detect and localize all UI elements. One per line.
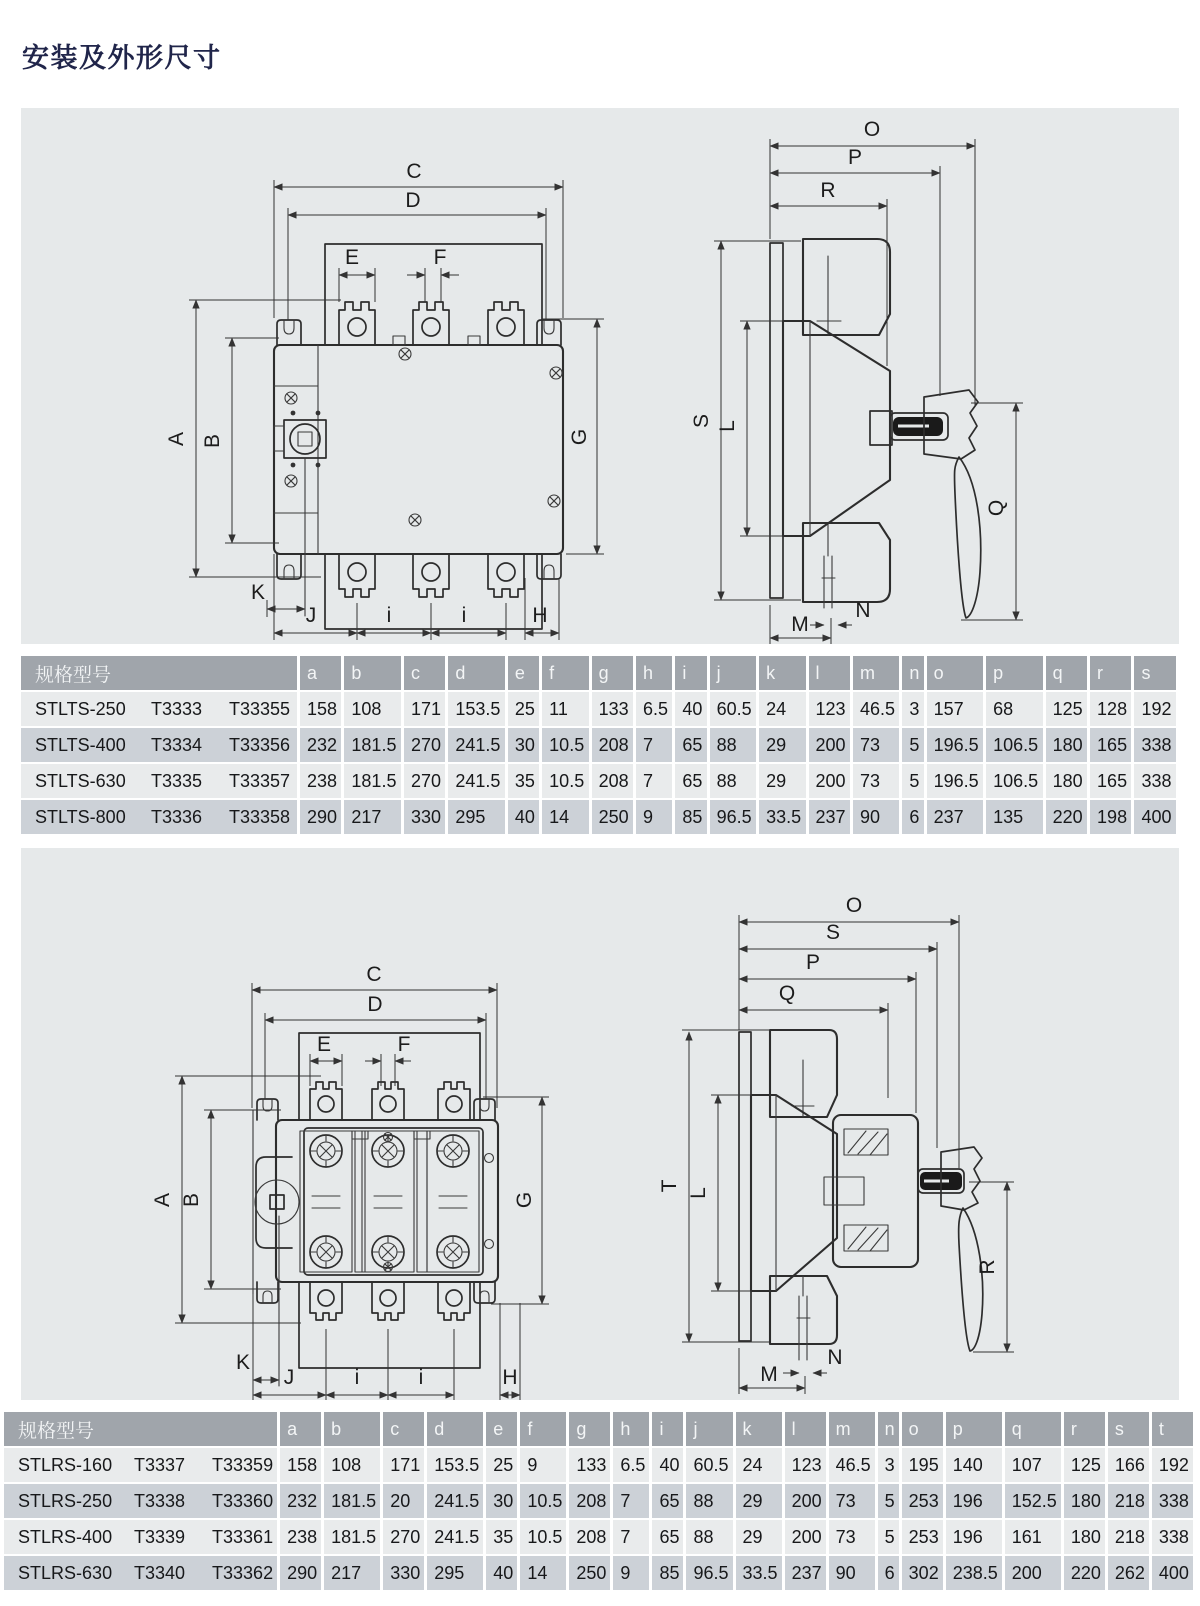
model-name: STLRS-160 [18,1454,113,1475]
dim-value-cell: 270 [404,726,448,762]
dim-value-cell: 88 [710,762,759,798]
dim-value-cell: 181.5 [344,762,404,798]
dim-value-cell: 128 [1090,690,1134,726]
dim-value-cell: 9 [613,1554,652,1590]
dim-value-cell: 9 [520,1446,569,1482]
table-row [4,1518,1196,1554]
dim-value-cell: 24 [736,1446,785,1482]
catalog-page [0,36,1200,1606]
table-row [4,1482,1196,1518]
model-name: STLTS-630 [35,770,126,791]
dim-value-cell: 3 [902,690,926,726]
dim-label-n: N [855,599,871,622]
dim-value-cell: 20 [383,1482,427,1518]
dim-value-cell: 181.5 [344,726,404,762]
dim-header-i: i [675,656,709,690]
dim-header-f: f [542,656,591,690]
dim-value-cell: 295 [427,1554,486,1590]
dim-label-f: F [397,1033,411,1056]
table-header-row [4,1412,1196,1446]
dim-header-j: j [686,1412,735,1446]
type-code: T33356 [229,734,291,755]
dim-label-i1: i [354,1366,360,1389]
dim-value-cell: 200 [1005,1554,1064,1590]
type-code: T3338 [134,1490,186,1511]
dim-label-b: B [201,433,224,449]
dim-header-m: m [829,1412,878,1446]
dim-value-cell: 60.5 [686,1446,735,1482]
dim-value-cell: 96.5 [710,798,759,834]
dim-label-s: S [825,921,841,944]
dim-value-cell: 106.5 [986,726,1046,762]
dim-value-cell: 40 [508,798,542,834]
dim-value-cell: 7 [636,726,675,762]
dim-label-f: F [433,246,447,269]
dim-value-cell: 73 [853,726,902,762]
spec-model-header: 规格型号 [21,656,300,690]
dim-label-r: R [820,179,836,202]
dim-value-cell: 270 [383,1518,427,1554]
dim-value-cell: 106.5 [986,762,1046,798]
dim-value-cell: 400 [1152,1554,1196,1590]
dim-header-d: d [427,1412,486,1446]
dim-value-cell: 46.5 [853,690,902,726]
dim-label-k: K [235,1351,251,1374]
dim-value-cell: 6.5 [613,1446,652,1482]
dim-value-cell: 85 [675,798,709,834]
model-name: STLTS-400 [35,734,126,755]
dim-value-cell: 108 [324,1446,383,1482]
dim-value-cell: 196.5 [927,726,987,762]
stlrs-side-view [739,1030,983,1360]
type-code: T3340 [134,1562,186,1583]
dim-value-cell: 338 [1134,762,1179,798]
dim-value-cell: 5 [902,726,926,762]
dim-header-t: t [1152,1412,1196,1446]
model-name: STLTS-250 [35,698,126,719]
dim-header-h: h [636,656,675,690]
dim-label-o: O [845,894,863,917]
type-code: T3336 [151,806,203,827]
dim-value-cell: 29 [736,1482,785,1518]
dim-value-cell: 9 [636,798,675,834]
dim-value-cell: 40 [486,1554,520,1590]
dim-header-a: a [280,1412,324,1446]
dim-value-cell: 40 [675,690,709,726]
dim-header-g: g [569,1412,613,1446]
dim-value-cell: 133 [569,1446,613,1482]
dim-value-cell: 330 [404,798,448,834]
dim-header-n: n [878,1412,902,1446]
dim-header-n: n [902,656,926,690]
dim-label-t: T [658,1179,681,1193]
dim-value-cell: 180 [1046,726,1090,762]
dim-value-cell: 232 [300,726,344,762]
dim-value-cell: 208 [592,762,636,798]
dim-value-cell: 253 [902,1518,946,1554]
stlrs-front-dimensions [151,963,549,1400]
dim-label-l: L [716,420,739,432]
dim-header-e: e [486,1412,520,1446]
dim-value-cell: 5 [902,762,926,798]
dim-value-cell: 96.5 [686,1554,735,1590]
model-cell [4,1518,280,1554]
dim-value-cell: 181.5 [324,1482,383,1518]
dim-value-cell: 73 [829,1482,878,1518]
type-code: T33355 [229,698,291,719]
dim-header-l: l [809,656,853,690]
dim-value-cell: 29 [736,1518,785,1554]
dim-value-cell: 200 [809,726,853,762]
dim-value-cell: 200 [785,1482,829,1518]
dim-header-c: c [383,1412,427,1446]
dim-value-cell: 7 [613,1482,652,1518]
dim-value-cell: 6 [878,1554,902,1590]
dim-value-cell: 46.5 [829,1446,878,1482]
dim-value-cell: 35 [486,1518,520,1554]
dim-value-cell: 30 [508,726,542,762]
dim-label-d: D [405,189,421,212]
dim-value-cell: 24 [759,690,808,726]
dim-label-i1: i [386,604,392,627]
dim-label-c: C [366,963,382,986]
dim-value-cell: 237 [809,798,853,834]
dim-label-i2: i [461,604,467,627]
dim-header-i: i [652,1412,686,1446]
dim-label-b: B [180,1192,203,1208]
dim-label-m: M [760,1363,778,1386]
dim-header-d: d [448,656,508,690]
model-name: STLRS-630 [18,1562,113,1583]
dim-value-cell: 290 [300,798,344,834]
dim-value-cell: 7 [636,762,675,798]
spec-model-header: 规格型号 [4,1412,280,1446]
dim-value-cell: 123 [785,1446,829,1482]
dim-label-e: E [316,1033,332,1056]
dim-value-cell: 270 [404,762,448,798]
type-code: T33357 [229,770,291,791]
dim-header-c: c [404,656,448,690]
stlrs-dimension-table [4,1412,1196,1590]
dim-value-cell: 262 [1108,1554,1152,1590]
model-name: STLTS-800 [35,806,126,827]
model-cell [21,762,300,798]
model-name: STLRS-400 [18,1526,113,1547]
dim-value-cell: 125 [1064,1446,1108,1482]
table-row [21,690,1179,726]
dim-label-q: Q [985,499,1008,517]
dim-value-cell: 208 [569,1518,613,1554]
dim-value-cell: 10.5 [542,762,591,798]
dim-value-cell: 208 [592,726,636,762]
type-code: T33360 [212,1490,274,1511]
dim-header-a: a [300,656,344,690]
dim-value-cell: 65 [675,762,709,798]
dim-header-e: e [508,656,542,690]
type-code: T3333 [151,698,203,719]
model-cell [4,1446,280,1482]
dim-value-cell: 29 [759,726,808,762]
dim-value-cell: 295 [448,798,508,834]
dim-header-m: m [853,656,902,690]
dim-header-f: f [520,1412,569,1446]
dim-value-cell: 10.5 [520,1518,569,1554]
dim-value-cell: 196 [946,1518,1005,1554]
dim-value-cell: 290 [280,1554,324,1590]
dim-value-cell: 60.5 [710,690,759,726]
stlrs-front-view [253,1033,498,1386]
dim-header-s: s [1134,656,1179,690]
dim-value-cell: 10.5 [520,1482,569,1518]
dim-value-cell: 208 [569,1482,613,1518]
dim-value-cell: 14 [542,798,591,834]
dim-value-cell: 7 [613,1518,652,1554]
dim-label-k: K [250,581,266,604]
type-code: T33358 [229,806,291,827]
dim-value-cell: 196 [946,1482,1005,1518]
dim-header-p: p [946,1412,1005,1446]
dim-value-cell: 220 [1046,798,1090,834]
dim-label-l: L [687,1187,710,1199]
dim-value-cell: 218 [1108,1518,1152,1554]
dim-value-cell: 218 [1108,1482,1152,1518]
stlts-side-view [770,239,981,618]
dim-label-p: P [847,146,863,169]
dim-value-cell: 238 [280,1518,324,1554]
dim-value-cell: 35 [508,762,542,798]
dim-value-cell: 302 [902,1554,946,1590]
dim-label-q: Q [778,982,796,1005]
dim-value-cell: 158 [280,1446,324,1482]
type-code: T3339 [134,1526,186,1547]
dim-header-h: h [613,1412,652,1446]
dim-value-cell: 237 [927,798,987,834]
dim-value-cell: 241.5 [448,726,508,762]
dim-label-i2: i [418,1366,424,1389]
dim-value-cell: 6 [902,798,926,834]
dim-value-cell: 157 [927,690,987,726]
dim-value-cell: 25 [508,690,542,726]
dim-value-cell: 238 [300,762,344,798]
dim-value-cell: 135 [986,798,1046,834]
dim-label-g: G [513,1191,536,1209]
dim-value-cell: 68 [986,690,1046,726]
stlts-side-dimensions [690,118,1023,644]
dim-label-g: G [568,428,591,446]
dim-header-r: r [1064,1412,1108,1446]
dim-value-cell: 241.5 [427,1482,486,1518]
type-code: T33359 [212,1454,274,1475]
dim-value-cell: 73 [853,762,902,798]
dim-label-d: D [367,993,383,1016]
dim-label-e: E [344,246,360,269]
dim-header-b: b [324,1412,383,1446]
dim-value-cell: 180 [1046,762,1090,798]
dim-label-c: C [406,160,422,183]
table-row [21,762,1179,798]
dim-value-cell: 29 [759,762,808,798]
dim-value-cell: 152.5 [1005,1482,1064,1518]
dim-value-cell: 133 [592,690,636,726]
dim-value-cell: 250 [592,798,636,834]
table-row [4,1554,1196,1590]
dim-value-cell: 88 [686,1482,735,1518]
stlrs-drawing-panel [21,848,1179,1400]
dim-header-k: k [736,1412,785,1446]
dim-value-cell: 330 [383,1554,427,1590]
model-cell [21,690,300,726]
dim-header-j: j [710,656,759,690]
type-code: T33361 [212,1526,274,1547]
dim-value-cell: 5 [878,1482,902,1518]
dim-value-cell: 14 [520,1554,569,1590]
type-code: T3335 [151,770,203,791]
dim-value-cell: 237 [785,1554,829,1590]
dim-value-cell: 232 [280,1482,324,1518]
dim-value-cell: 400 [1134,798,1179,834]
dim-header-p: p [986,656,1046,690]
dim-value-cell: 241.5 [427,1518,486,1554]
dim-value-cell: 220 [1064,1554,1108,1590]
model-cell [21,726,300,762]
model-name: STLRS-250 [18,1490,113,1511]
dim-header-l: l [785,1412,829,1446]
dim-value-cell: 158 [300,690,344,726]
dim-value-cell: 33.5 [736,1554,785,1590]
dim-header-q: q [1046,656,1090,690]
dim-header-g: g [592,656,636,690]
dim-header-k: k [759,656,808,690]
dim-value-cell: 65 [652,1482,686,1518]
page-title: 安装及外形尺寸 [22,43,222,73]
table-header-row [21,656,1179,690]
dim-value-cell: 165 [1090,762,1134,798]
dim-value-cell: 192 [1152,1446,1196,1482]
dim-value-cell: 108 [344,690,404,726]
dim-value-cell: 3 [878,1446,902,1482]
stlts-dimension-drawing [21,108,1179,644]
stlts-front-view [274,244,563,629]
dim-header-q: q [1005,1412,1064,1446]
dim-value-cell: 161 [1005,1518,1064,1554]
dim-value-cell: 200 [809,762,853,798]
dim-value-cell: 180 [1064,1482,1108,1518]
dim-label-h: H [532,604,548,627]
dim-value-cell: 253 [902,1482,946,1518]
dim-value-cell: 171 [404,690,448,726]
dim-label-j: J [305,604,317,627]
dim-value-cell: 180 [1064,1518,1108,1554]
type-code: T3337 [134,1454,186,1475]
dim-label-j: J [283,1366,295,1389]
dim-value-cell: 198 [1090,798,1134,834]
dim-label-h: H [502,1366,518,1389]
dim-label-p: P [805,951,821,974]
dim-value-cell: 171 [383,1446,427,1482]
dim-value-cell: 153.5 [427,1446,486,1482]
dim-label-a: A [151,1192,174,1208]
dim-value-cell: 241.5 [448,762,508,798]
dim-value-cell: 192 [1134,690,1179,726]
table-row [21,798,1179,834]
stlts-front-dimensions [165,160,604,640]
dim-value-cell: 338 [1152,1482,1196,1518]
dim-value-cell: 165 [1090,726,1134,762]
dim-header-r: r [1090,656,1134,690]
table-row [4,1446,1196,1482]
dim-value-cell: 196.5 [927,762,987,798]
dim-value-cell: 11 [542,690,591,726]
stlts-drawing-panel [21,108,1179,644]
dim-value-cell: 153.5 [448,690,508,726]
dim-value-cell: 73 [829,1518,878,1554]
dim-value-cell: 65 [652,1518,686,1554]
dim-header-o: o [902,1412,946,1446]
dim-value-cell: 90 [829,1554,878,1590]
model-cell [4,1554,280,1590]
dim-label-r: R [976,1259,999,1275]
dim-value-cell: 5 [878,1518,902,1554]
dim-value-cell: 6.5 [636,690,675,726]
dim-value-cell: 30 [486,1482,520,1518]
dim-value-cell: 217 [324,1554,383,1590]
dim-value-cell: 65 [675,726,709,762]
dim-value-cell: 166 [1108,1446,1152,1482]
dim-value-cell: 140 [946,1446,1005,1482]
dim-label-o: O [863,118,881,141]
dim-value-cell: 125 [1046,690,1090,726]
model-cell [4,1482,280,1518]
dim-value-cell: 88 [710,726,759,762]
type-code: T3334 [151,734,203,755]
dim-value-cell: 123 [809,690,853,726]
dim-label-m: M [791,613,809,636]
model-cell [21,798,300,834]
dim-value-cell: 40 [652,1446,686,1482]
dim-header-s: s [1108,1412,1152,1446]
type-code: T33362 [212,1562,274,1583]
dim-label-s: S [690,413,713,429]
dim-value-cell: 25 [486,1446,520,1482]
dim-value-cell: 107 [1005,1446,1064,1482]
dim-header-b: b [344,656,404,690]
dim-value-cell: 88 [686,1518,735,1554]
dim-value-cell: 85 [652,1554,686,1590]
dim-value-cell: 195 [902,1446,946,1482]
stlrs-dimension-drawing [21,848,1179,1400]
dim-value-cell: 181.5 [324,1518,383,1554]
dim-value-cell: 338 [1134,726,1179,762]
table-row [21,726,1179,762]
dim-value-cell: 250 [569,1554,613,1590]
stlts-dimension-table [21,656,1179,834]
dim-header-o: o [927,656,987,690]
dim-label-n: N [827,1346,843,1369]
dim-value-cell: 200 [785,1518,829,1554]
dim-value-cell: 90 [853,798,902,834]
dim-value-cell: 33.5 [759,798,808,834]
dim-value-cell: 217 [344,798,404,834]
dim-label-a: A [165,431,188,447]
dim-value-cell: 10.5 [542,726,591,762]
dim-value-cell: 238.5 [946,1554,1005,1590]
dim-value-cell: 338 [1152,1518,1196,1554]
